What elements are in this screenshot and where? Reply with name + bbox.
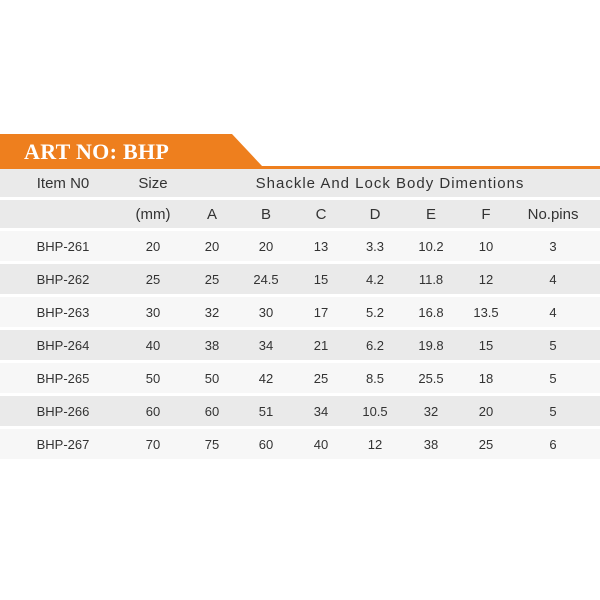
cell-pins: 3 (506, 231, 600, 261)
cell-f: 12 (466, 264, 506, 294)
cell-c: 17 (288, 297, 354, 327)
cell-f: 13.5 (466, 297, 506, 327)
header-row-1 (0, 169, 600, 197)
table-row (0, 330, 600, 360)
header-col-e: E (396, 200, 466, 228)
cell-pins: 4 (506, 264, 600, 294)
cell-f: 15 (466, 330, 506, 360)
art-number-banner (0, 134, 600, 170)
cell-d: 6.2 (354, 330, 396, 360)
cell-b: 20 (244, 231, 288, 261)
table-row (0, 264, 600, 294)
cell-c: 13 (288, 231, 354, 261)
cell-a: 20 (180, 231, 244, 261)
cell-a: 32 (180, 297, 244, 327)
table-row (0, 363, 600, 393)
cell-item: BHP-263 (0, 297, 126, 327)
header-col-c: C (288, 200, 354, 228)
cell-pins: 5 (506, 363, 600, 393)
table-row (0, 297, 600, 327)
cell-e: 38 (396, 429, 466, 459)
cell-e: 16.8 (396, 297, 466, 327)
cell-c: 34 (288, 396, 354, 426)
cell-pins: 5 (506, 396, 600, 426)
cell-f: 18 (466, 363, 506, 393)
cell-c: 40 (288, 429, 354, 459)
cell-item: BHP-265 (0, 363, 126, 393)
cell-b: 42 (244, 363, 288, 393)
cell-pins: 6 (506, 429, 600, 459)
cell-item: BHP-267 (0, 429, 126, 459)
cell-d: 3.3 (354, 231, 396, 261)
cell-a: 75 (180, 429, 244, 459)
cell-size: 70 (126, 429, 180, 459)
header-size-unit: (mm) (126, 200, 180, 228)
cell-e: 10.2 (396, 231, 466, 261)
header-item-number: Item N0 (0, 169, 126, 197)
cell-c: 21 (288, 330, 354, 360)
cell-e: 25.5 (396, 363, 466, 393)
cell-a: 50 (180, 363, 244, 393)
cell-c: 15 (288, 264, 354, 294)
cell-e: 19.8 (396, 330, 466, 360)
cell-b: 24.5 (244, 264, 288, 294)
cell-f: 10 (466, 231, 506, 261)
cell-d: 5.2 (354, 297, 396, 327)
cell-item: BHP-262 (0, 264, 126, 294)
table-row (0, 231, 600, 261)
cell-e: 32 (396, 396, 466, 426)
banner-title: ART NO: BHP (24, 139, 170, 164)
cell-c: 25 (288, 363, 354, 393)
cell-pins: 5 (506, 330, 600, 360)
cell-a: 25 (180, 264, 244, 294)
dimensions-table (0, 166, 600, 462)
cell-b: 30 (244, 297, 288, 327)
cell-item: BHP-261 (0, 231, 126, 261)
cell-d: 8.5 (354, 363, 396, 393)
cell-e: 11.8 (396, 264, 466, 294)
cell-size: 20 (126, 231, 180, 261)
cell-item: BHP-266 (0, 396, 126, 426)
cell-b: 60 (244, 429, 288, 459)
cell-size: 60 (126, 396, 180, 426)
cell-d: 12 (354, 429, 396, 459)
cell-f: 20 (466, 396, 506, 426)
cell-item: BHP-264 (0, 330, 126, 360)
header-row-2 (0, 200, 600, 228)
header-blank (0, 200, 126, 228)
cell-d: 10.5 (354, 396, 396, 426)
cell-size: 25 (126, 264, 180, 294)
cell-a: 60 (180, 396, 244, 426)
header-size: Size (126, 169, 180, 197)
cell-b: 34 (244, 330, 288, 360)
header-col-pins: No.pins (506, 200, 600, 228)
cell-d: 4.2 (354, 264, 396, 294)
header-col-f: F (466, 200, 506, 228)
header-col-d: D (354, 200, 396, 228)
cell-size: 40 (126, 330, 180, 360)
table-row (0, 396, 600, 426)
header-col-b: B (244, 200, 288, 228)
header-dimensions-group: Shackle And Lock Body Dimentions (180, 169, 600, 197)
cell-f: 25 (466, 429, 506, 459)
table-row (0, 429, 600, 459)
cell-b: 51 (244, 396, 288, 426)
cell-size: 50 (126, 363, 180, 393)
cell-pins: 4 (506, 297, 600, 327)
cell-a: 38 (180, 330, 244, 360)
cell-size: 30 (126, 297, 180, 327)
header-col-a: A (180, 200, 244, 228)
